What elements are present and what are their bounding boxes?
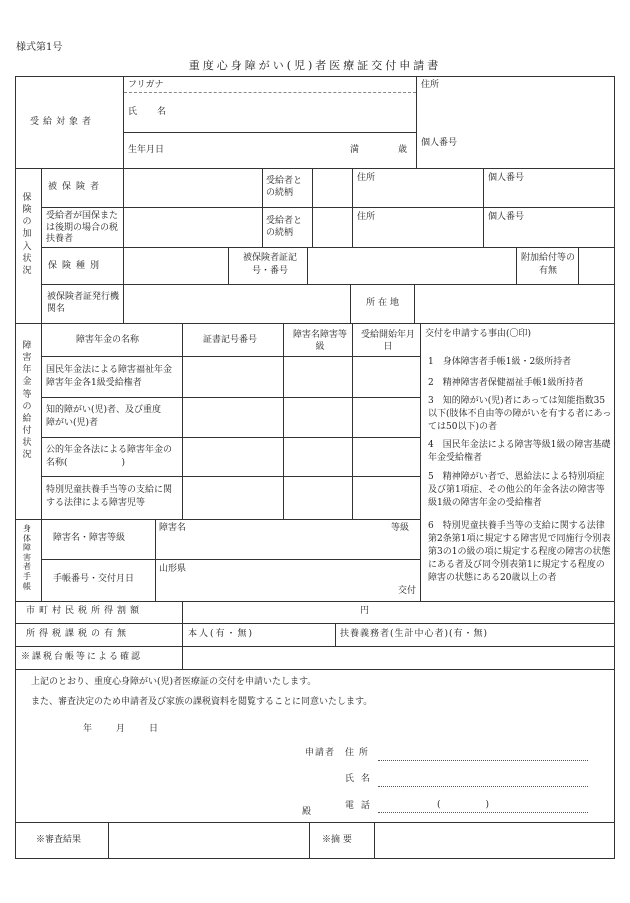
- handbook-prefecture: 山形県: [159, 564, 187, 574]
- reasons-title: 交付を申請する事由(〇印): [425, 329, 532, 339]
- handbook-grade: 等級: [391, 523, 410, 533]
- age-label: 満: [350, 145, 360, 155]
- taxpayer-label: 受給者が国保または後期の場合の税扶養者: [46, 211, 119, 245]
- income-share-label: 市町村民税所得割額: [26, 606, 144, 616]
- declaration-line-2: また、審査決定のため申請者及び家族の課税資料を閲覧することに同意いたします。: [31, 697, 373, 707]
- form-title: 重度心身障がい(児)者医療証交付申請書: [188, 59, 442, 72]
- insurance-type-label: 保険種別: [48, 261, 105, 271]
- reason-6[interactable]: 6 特別児童扶養手当等の支給に関する法律第2条第1項に規定する障害児で同施行令別表第3の1の級の項に規定する程度の障害の状態にある者及び同令別表第1に規定する程度の障害の状態にある20歳以上の者: [428, 521, 611, 584]
- tax-record-confirm-label: ※課税台帳等による確認: [21, 652, 143, 662]
- reason-3[interactable]: 3 知的障がい(児)者にあっては知能指数35以下(肢体不自由等の障がいを有する者にあっては50以下)の者: [428, 396, 612, 433]
- recipient-section-label: 受給対象者: [30, 117, 96, 127]
- yen-unit: 円: [360, 606, 370, 616]
- review-result-label: ※審査結果: [36, 835, 82, 845]
- dob-label: 生年月日: [128, 145, 165, 155]
- pension-cert-header: 証書記号番号: [203, 335, 258, 345]
- phone-label: 電 話: [345, 801, 372, 811]
- recipient-name-field[interactable]: [124, 93, 416, 131]
- declaration-line-1: 上記のとおり、重度心身障がい(児)者医療証の交付を申請いたします。: [31, 677, 317, 687]
- handbook-issued: 交付: [398, 586, 417, 596]
- reason-4[interactable]: 4 国民年金法による障害等級1級の障害基礎年金受給権者: [428, 440, 611, 464]
- recipient-address-field[interactable]: [417, 93, 614, 133]
- age-suffix: 歳: [398, 145, 408, 155]
- recipient-address-label: 住所: [421, 80, 440, 90]
- pension-row-1: 国民年金法による障害福祉年金障害年金各1級受給権者: [46, 365, 173, 389]
- applicant-address-label: 申請者 住 所: [305, 748, 369, 758]
- insured-label: 被保険者: [48, 182, 105, 192]
- pension-grade-header: 障害名障害等級: [292, 330, 347, 353]
- handbook-disability-name: 障害名: [159, 523, 187, 533]
- handbook-section-label: 身体障害者手帳: [23, 524, 31, 591]
- addressee-suffix: 殿: [302, 807, 312, 817]
- furigana-label: フリガナ: [128, 80, 164, 90]
- pension-name-header: 障害年金の名称: [76, 335, 140, 345]
- recipient-personal-no-label: 個人番号: [421, 138, 458, 148]
- relation-label: 受給者との続柄: [266, 176, 303, 198]
- taxpayer-personal-no-label: 個人番号: [488, 212, 525, 222]
- applicant-name-field[interactable]: [378, 770, 588, 786]
- pension-row-4: 特別児童扶養手当等の支給に関する法律による障害児等: [46, 485, 173, 509]
- recipient-name-label: 氏名: [128, 107, 187, 117]
- self-tax-option[interactable]: 本人(有・無): [188, 629, 255, 639]
- insured-address-label: 住所: [357, 173, 376, 183]
- phone-paren: ( ): [437, 800, 490, 810]
- form-number: 様式第1号: [16, 42, 63, 53]
- supporter-tax-option[interactable]: 扶養義務者(生計中心者)(有・無): [340, 629, 489, 639]
- pension-start-header: 受給開始年月日: [360, 330, 415, 353]
- taxpayer-address-label: 住所: [357, 212, 376, 222]
- summary-label: ※摘 要: [322, 835, 352, 845]
- location-label: 所在地: [366, 298, 403, 308]
- extra-benefit-label: 附加給付等の有無: [520, 253, 575, 276]
- insured-personal-no-label: 個人番号: [488, 173, 525, 183]
- pension-section-label: 障害年金等の給付状況: [22, 341, 32, 461]
- insurance-section-label: 保険の加入状況: [22, 193, 32, 276]
- reason-2[interactable]: 2 精神障害者保健福祉手帳1級所持者: [428, 378, 584, 388]
- reason-1[interactable]: 1 身体障害者手帳1級・2級所持者: [428, 357, 572, 367]
- pension-row-3: 公的年金各法による障害年金の名称( ): [46, 445, 173, 469]
- issuer-label: 被保険者証発行機関名: [47, 292, 120, 315]
- applicant-address-field[interactable]: [378, 744, 588, 760]
- application-date[interactable]: 年 月 日: [83, 724, 161, 734]
- handbook-number-label: 手帳番号・交付月日: [53, 574, 135, 584]
- reason-5[interactable]: 5 精神障がい者で、恩給法による特別項症及び第1項症、その他公的年金各法の障害等級1級の障害年金の受給権者: [428, 472, 605, 509]
- phone-field[interactable]: [378, 797, 588, 812]
- applicant-name-label: 氏 名: [345, 774, 372, 784]
- card-number-label: 被保険者証記号・番号: [242, 253, 297, 276]
- taxpayer-relation-label: 受給者との続柄: [266, 216, 303, 238]
- income-tax-label: 所得税課税の有無: [26, 629, 131, 639]
- pension-row-2: 知的障がい(児)者、及び重度障がい(児)者: [46, 405, 162, 429]
- handbook-disability-label: 障害名・障害等級: [53, 533, 126, 543]
